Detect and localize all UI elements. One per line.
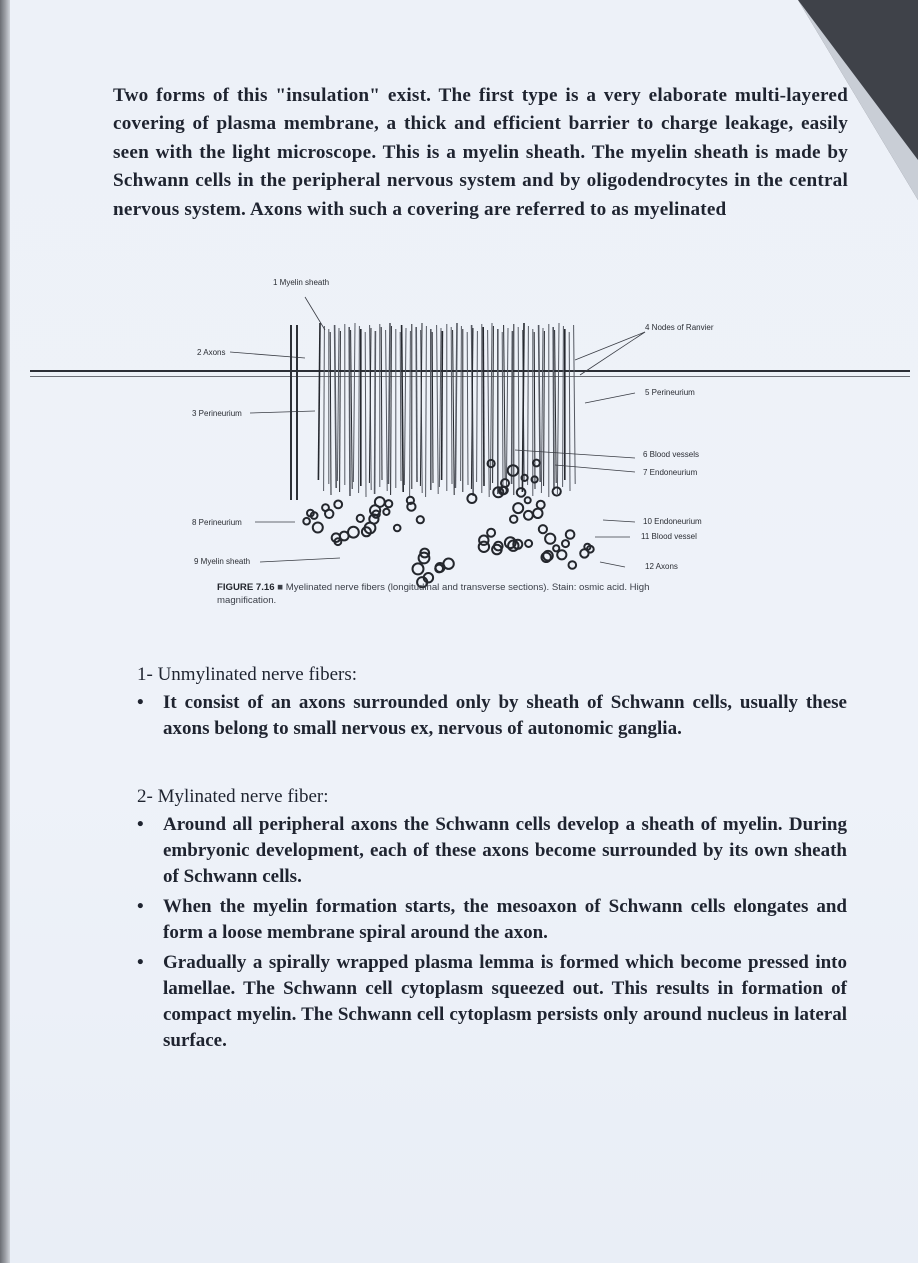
fiber-stroke <box>391 326 392 495</box>
axon-cross-section <box>533 460 540 467</box>
label-myelin-sheath-1: 1 Myelin sheath <box>273 278 330 287</box>
bullet-marker: • <box>137 896 144 917</box>
caption-id: FIGURE 7.16 <box>217 582 275 593</box>
fiber-stroke <box>504 325 506 480</box>
fiber-stroke <box>467 332 468 485</box>
fiber-stroke <box>404 328 406 485</box>
transverse-section <box>303 460 593 588</box>
label-perineurium-3: 3 Perineurium <box>192 409 242 418</box>
label-axons-2: 2 Axons <box>197 348 226 357</box>
axon-cross-section <box>517 488 526 497</box>
fiber-stroke <box>400 332 401 481</box>
fiber-stroke <box>340 331 341 492</box>
fiber-stroke <box>528 326 529 485</box>
fiber-stroke <box>437 325 439 494</box>
fiber-stroke <box>442 331 443 480</box>
fiber-stroke <box>375 331 376 494</box>
fiber-stroke <box>353 323 355 482</box>
axon-cross-section <box>513 503 523 513</box>
fiber-stroke <box>439 328 441 487</box>
fiber-stroke <box>402 325 404 492</box>
fiber-stroke <box>518 327 519 488</box>
list-item-text: Gradually a spirally wrapped plasma lemma is formed which become pressed into lamellae. The Schwann cell cytoplasm squeezed out. This results in formation of compact myelin. The Schwann cell cytoplasm persists only around nucleus in lateral surface. <box>163 952 847 1051</box>
list-item <box>137 894 847 946</box>
section-heading: 1- Unmylinated nerve fibers: <box>137 664 358 685</box>
axon-cross-section <box>383 509 389 515</box>
fiber-stroke <box>574 325 576 484</box>
axon-cross-section <box>539 525 547 533</box>
fiber-stroke <box>553 327 554 490</box>
axon-cross-section <box>537 501 545 509</box>
axon-cross-section <box>508 465 519 476</box>
section-unmyelinated <box>137 662 847 746</box>
label-blood-vessels-6: 6 Blood vessels <box>643 450 700 459</box>
fiber-stroke <box>351 330 353 489</box>
section-heading: 2- Mylinated nerve fiber: <box>137 786 329 807</box>
page-left-edge <box>0 0 10 1263</box>
label-axons-12: 12 Axons <box>645 562 678 571</box>
bullet-marker: • <box>137 692 144 713</box>
axon-cross-section <box>413 563 424 574</box>
label-endoneurium-10: 10 Endoneurium <box>643 517 702 526</box>
fiber-stroke <box>544 331 545 486</box>
fiber-stroke <box>381 327 382 480</box>
fiber-stroke <box>318 323 320 480</box>
section-myelinated <box>137 784 847 1058</box>
axon-cross-section <box>394 525 401 532</box>
label-perineurium-8: 8 Perineurium <box>192 518 242 527</box>
axon-cross-section <box>533 509 542 518</box>
nerve-fiber-figure <box>185 275 745 620</box>
axon-cross-section <box>557 550 566 559</box>
fiber-stroke <box>386 330 388 491</box>
axon-cross-section <box>357 515 364 522</box>
fiber-stroke <box>557 323 559 494</box>
fiber-stroke <box>461 326 462 481</box>
intro-paragraph: Two forms of this "insulation" exist. The first type is a very elaborate multi-layered covering of plasma membrane, a thick and efficient barrier to charge leakage, easily seen with the light microscope. This is a myelin sheath. The myelin sheath is made by Schwann cells in the peripheral nervous system and by oligodendrocytes in the central nervous system. Axons with such a covering are referred to as myelinated <box>113 85 848 220</box>
axon-cross-section <box>566 530 575 539</box>
axon-cross-section <box>525 540 532 547</box>
fiber-stroke <box>359 326 360 493</box>
fiber-stroke <box>330 332 331 495</box>
axon-cross-section <box>303 518 310 525</box>
fiber-stroke <box>490 323 492 490</box>
axon-cross-section <box>524 511 533 520</box>
axon-cross-section <box>569 561 577 569</box>
label-perineurium-5: 5 Perineurium <box>645 388 695 397</box>
longitudinal-fibers <box>318 323 575 497</box>
fiber-stroke <box>483 327 484 486</box>
caption-text: Myelinated nerve fibers (longitudinal and transverse sections). Stain: osmic acid. High magnification. <box>217 582 650 606</box>
fiber-stroke <box>512 331 513 484</box>
fiber-stroke <box>337 328 339 481</box>
figure-caption <box>217 581 687 607</box>
label-myelin-sheath-9: 9 Myelin sheath <box>194 557 251 566</box>
fiber-stroke <box>506 328 508 491</box>
axon-cross-section <box>479 542 489 552</box>
axon-cross-section <box>545 534 555 544</box>
fiber-stroke <box>426 326 427 497</box>
list-item <box>137 950 847 1054</box>
list-item-text: When the myelin formation starts, the mesoaxon of Schwann cells elongates and form a loose membrane spiral around the axon. <box>163 896 847 943</box>
list-item <box>137 812 847 890</box>
fiber-stroke <box>388 323 390 484</box>
fiber-stroke <box>555 330 557 483</box>
fiber-stroke <box>335 325 337 488</box>
label-endoneurium-7: 7 Endoneurium <box>643 468 698 477</box>
fiber-stroke <box>349 327 350 496</box>
fiber-stroke <box>324 326 325 491</box>
fiber-stroke <box>539 325 541 482</box>
axon-cross-section <box>417 516 424 523</box>
axon-cross-section <box>467 494 476 503</box>
axon-cross-section <box>322 504 329 511</box>
fiber-stroke <box>432 332 433 483</box>
fiber-stroke <box>453 330 455 495</box>
axon-cross-section <box>525 497 531 503</box>
fiber-stroke <box>488 330 490 497</box>
label-blood-vessel-11: 11 Blood vessel <box>641 532 697 541</box>
caption-mark: ■ <box>277 582 284 593</box>
axon-cross-section <box>348 527 359 538</box>
list-item-text: It consist of an axons surrounded only by sheath of Schwann cells, usually these axons belong to small nervous ex, nervous of autonomic ganglia. <box>163 692 847 739</box>
axon-cross-section <box>340 532 349 541</box>
fiber-stroke <box>410 331 411 496</box>
fiber-stroke <box>563 326 564 487</box>
list-item-text: Around all peripheral axons the Schwann cells develop a sheath of myelin. During embryonic development, each of these axons become surrounded by its own sheath of Schwann cells. <box>163 814 847 887</box>
list-item <box>137 690 847 742</box>
fiber-stroke <box>416 327 417 482</box>
axon-cross-section <box>562 540 569 547</box>
fiber-stroke <box>365 332 366 497</box>
fiber-stroke <box>569 332 570 491</box>
axon-cross-section <box>510 516 517 523</box>
fiber-stroke <box>451 327 452 484</box>
fiber-stroke <box>502 332 503 487</box>
label-nodes-of-ranvier-4: 4 Nodes of Ranvier <box>645 323 714 332</box>
axon-cross-section <box>553 487 561 495</box>
fiber-stroke <box>477 331 478 482</box>
bullet-marker: • <box>137 952 144 973</box>
axon-cross-section <box>334 501 342 509</box>
fiber-stroke <box>541 328 543 493</box>
axon-cross-section <box>313 523 323 533</box>
fiber-stroke <box>455 323 457 488</box>
bullet-marker: • <box>137 814 144 835</box>
axon-cross-section <box>487 529 495 537</box>
axon-cross-section <box>385 500 392 507</box>
